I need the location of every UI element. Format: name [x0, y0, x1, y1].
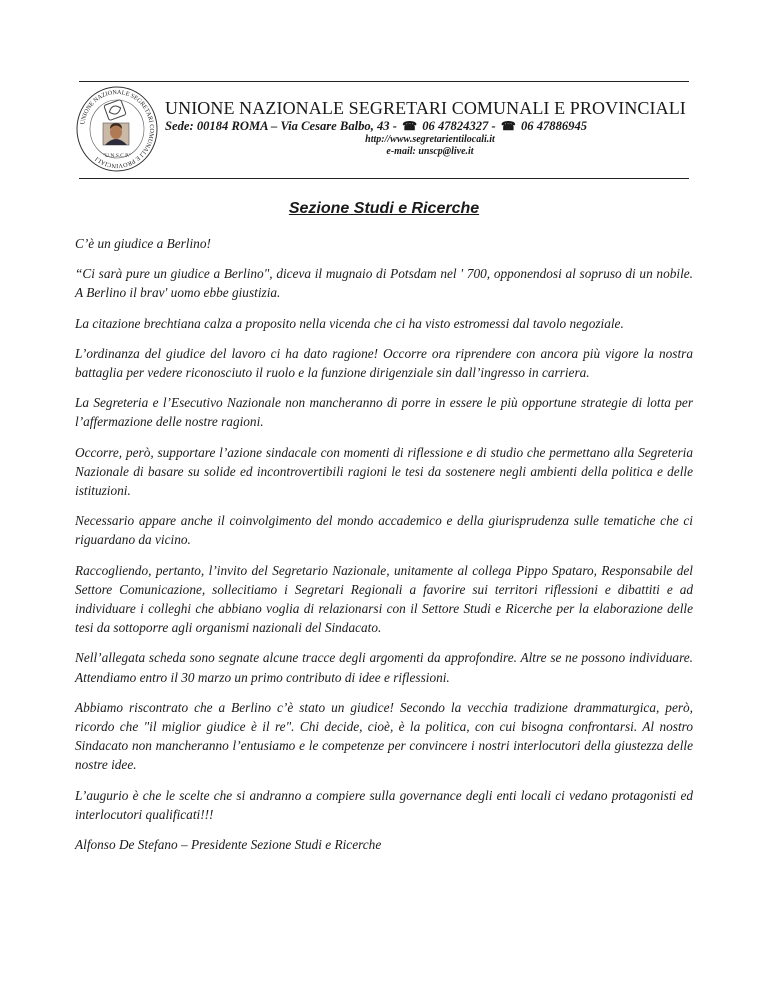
paragraph-9: Abbiamo riscontrato che a Berlino c’è stato un giudice! Secondo la vecchia tradizione drammaturgica, però, ricordo che "il miglior giudice è il re". Chi decide, cioè, è la politica, con cui bisogna confrontarsi. Al nostro Sindacato non mancheranno l’entusiamo e le competenze per convincere i nostri interlocutori della giustezza delle nostre idee.	[75, 699, 693, 773]
organization-name: UNIONE NAZIONALE SEGRETARI COMUNALI E PROVINCIALI	[165, 98, 686, 118]
section-title-text: Sezione Studi e Ricerche	[288, 200, 480, 217]
phone-2: 06 47886945	[520, 119, 588, 133]
paragraph-7: Raccogliendo, pertanto, l’invito del Segretario Nazionale, unitamente al collega Pippo Spataro, Responsabile del Settore Comunicazione, sollecitiamo i Segretari Regionali a favorire sui territori riflessioni e dibattiti e ad individuare i colleghi che abbiano voglia di relazionarsi con il Settore Studi e Ricerche per la elaborazione delle tesi da sottoporre agli organismi nazionali del Sindacato.	[75, 562, 693, 636]
paragraph-5: Occorre, però, supportare l’azione sindacale con momenti di riflessione e di studio che permettano alla Segreteria Nazionale di basare su solide ed incontrovertibili ragioni le tesi da sostenere negli ambienti della politica e delle istituzioni.	[75, 444, 693, 499]
paragraph-10: L’augurio è che le scelte che si andranno a compiere sulla governance degli enti locali ci vedano protagonisti ed interlocutori qualificati!!!	[75, 787, 693, 822]
telephone-icon: ☎	[500, 119, 516, 133]
telephone-icon: ☎	[402, 119, 418, 133]
paragraph-4: La Segreteria e l’Esecutivo Nazionale non mancheranno di porre in essere le più opportune strategie di lotta per l’affermazione delle nostre ragioni.	[75, 395, 693, 430]
address-text: Sede: 00184 ROMA – Via Cesare Balbo, 43 -	[165, 119, 397, 133]
seal-bottom-text: "U.N.S.C.P."	[102, 153, 132, 159]
letter-greeting: C’è un giudice a Berlino!	[75, 236, 211, 251]
header-bottom-rule	[79, 178, 689, 179]
phone-1: 06 47824327 -	[422, 119, 496, 133]
paragraph-8: Nell’allegata scheda sono segnate alcune tracce degli argomenti da approfondire. Altre se ne possono individuare. Attendiamo entro il 30 marzo un primo contributo di idee e riflessioni.	[75, 650, 693, 685]
website-link[interactable]: http://www.segretarientilocali.it	[365, 134, 495, 145]
letter-body	[75, 234, 693, 865]
email-link[interactable]: e-mail: unscp@live.it	[386, 146, 474, 157]
letterhead	[165, 97, 705, 158]
paragraph-2: La citazione brechtiana calza a proposito nella vicenda che ci ha visto estromessi dal tavolo negoziale.	[75, 315, 624, 331]
paragraph-1: “Ci sarà pure un giudice a Berlino", diceva il mugnaio di Potsdam nel ' 700, opponendosi al sopruso di un nobile. A Berlino il brav' uomo ebbe giustizia.	[75, 266, 693, 301]
seal-ring-text: UNIONE NAZIONALE SEGRETARI COMUNALI E PROVINCIALI	[79, 88, 156, 170]
signature: Alfonso De Stefano – Presidente Sezione Studi e Ricerche	[75, 837, 382, 853]
organization-seal	[76, 86, 158, 172]
address-line	[165, 119, 705, 134]
section-title	[0, 200, 768, 218]
paragraph-3: L’ordinanza del giudice del lavoro ci ha dato ragione! Occorre ora riprendere con ancora più vigore la nostra battaglia per vedere riconosciuto il ruolo e la funzione dirigenziale sin dall’ingresso in carriera.	[75, 345, 693, 381]
paragraph-6: Necessario appare anche il coinvolgimento del mondo accademico e della giurisprudenza sulle tematiche che ci riguardano da vicino.	[75, 513, 693, 548]
header-top-rule	[79, 81, 689, 82]
